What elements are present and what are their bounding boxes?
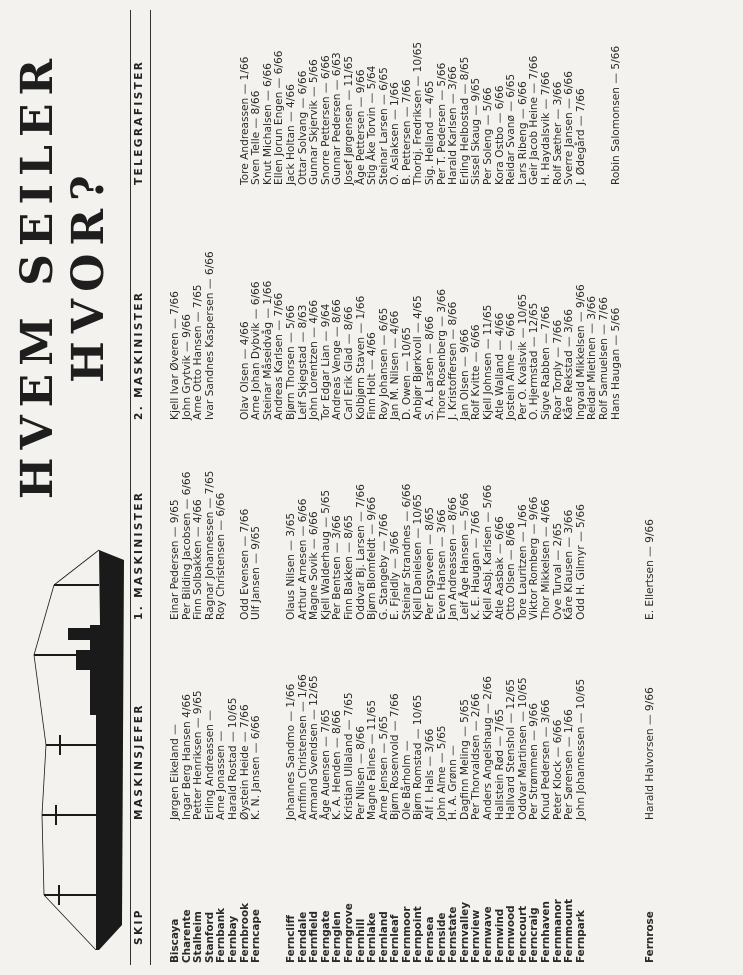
crew-entry: Thorbj. Fredriksen — 10/65	[412, 41, 425, 185]
ship-name: Fernwood	[505, 905, 518, 963]
crew-entry: Rolf Samuelsen — 7/66	[597, 297, 610, 420]
column-telegrafister	[170, 42, 622, 185]
crew-entry: Stig Åke Torvin — 5/64	[366, 65, 379, 185]
ship-name: Fernpoint	[412, 906, 425, 963]
ship-name: Fernbrook	[238, 903, 251, 963]
crew-entry: Jan Andreassen — 8/66	[447, 497, 460, 620]
crew-entry: Ivar Sandnes Kaspersen — 6/66	[203, 251, 216, 420]
crew-entry: Ole Bårholm —	[400, 740, 413, 820]
crew-entry	[193, 42, 205, 185]
header-rule-bottom	[150, 10, 151, 965]
ship-name: Ferngrove	[342, 903, 355, 963]
ship-name: Fernhill	[354, 918, 367, 963]
header-maskinister-2: 2. MASKINISTER	[133, 290, 145, 420]
crew-entry: Johannes Sandmo — 1/66	[284, 683, 297, 820]
crew-entry: Steinar Larsen — 6/65	[377, 67, 390, 185]
ship-name: Fernwind	[493, 908, 506, 963]
crew-entry: Oddvar Bj. Larsen — 7/66	[354, 484, 367, 620]
crew-entry: Per Thorvaldsen — 2/66	[470, 693, 483, 820]
crew-entry: John Lorentzen — 4/66	[308, 299, 321, 420]
crew-entry: Magne Sovik — 6/66	[308, 511, 321, 620]
crew-entry: Olav Olsen — 4/66	[238, 321, 251, 420]
crew-entry: K. E. Haugan — 7/66	[470, 510, 483, 620]
ship-name: Ferncourt	[516, 905, 529, 963]
crew-entry: Steinar Måseidvåg — 1/66	[261, 280, 274, 420]
crew-entry: Ulf Jansen — 9/65	[250, 526, 263, 620]
crew-entry: Harald Rostad — 10/65	[226, 697, 239, 820]
crew-entry	[228, 42, 240, 185]
ship-name: Fernmoor	[400, 906, 413, 963]
crew-entry: Per Bentsen — 3/66	[331, 515, 344, 620]
header-telegrafister: TELEGRAFISTER	[133, 59, 145, 185]
crew-entry: Tor Edgar Lian — 9/64	[319, 303, 332, 420]
crew-entry: Jostein Alme — 6/66	[505, 313, 518, 420]
ship-name: Stalheim	[192, 911, 205, 963]
crew-entry: Per Engsveen — 8/65	[424, 506, 437, 620]
crew-entry: Kåre Klausen — 3/66	[563, 509, 576, 620]
crew-entry: E. Fjeldly — 3/66	[389, 531, 402, 620]
ship-name: Ferncraig	[528, 907, 541, 963]
header-rule-top	[130, 10, 131, 965]
crew-entry: Bjørn Thorsen — 5/66	[284, 305, 297, 420]
crew-entry: Einar Pedersen — 9/65	[169, 499, 181, 620]
crew-entry: Bjørn Romstad — 10/65	[412, 694, 425, 820]
crew-entry: Roar Torply — 7/66	[551, 319, 564, 420]
crew-entry: Bjørn Blomfeldt — 9/66	[366, 496, 379, 620]
crew-entry: Arne Otto Hansen — 7/65	[192, 284, 205, 420]
crew-entry: Josef Jørgensen — 11/65	[342, 55, 355, 185]
ship-name: Fernstate	[447, 906, 460, 963]
crew-entry: Andreas Karlsen — 7/66	[273, 292, 286, 420]
ship-name: Charente	[180, 909, 193, 963]
ship-name: Fernbank	[215, 907, 228, 963]
crew-entry	[228, 251, 240, 420]
crew-entry	[216, 42, 228, 185]
ship-name: Fernmanor	[551, 899, 564, 963]
ship-name: Fernsea	[424, 916, 437, 963]
crew-entry: Bjørn Rosenvold — 7/66	[389, 693, 402, 820]
crew-entry: Kjell Danielsen — 10/65	[412, 493, 425, 620]
crew-entry: D. Owen — 10/65	[400, 327, 413, 420]
crew-entry: Kåre Rekstad — 3/66	[563, 309, 576, 420]
crew-entry: Anbjør Bjørkvoll — 4/65	[412, 295, 425, 420]
crew-entry: Sig. Helland — 4/65	[424, 80, 437, 185]
crew-entry: Kolbjørn Staven — 1/66	[354, 295, 367, 420]
ship-name: Stanford	[203, 911, 216, 963]
crew-entry: Sven Telle — 8/66	[250, 90, 263, 185]
crew-entry: Sissel Skaug — 9/65	[470, 77, 483, 185]
crew-entry: Harald Karlsen — 3/66	[447, 66, 460, 185]
crew-entry: John Alme — 5/65	[435, 725, 448, 820]
crew-entry: Atle Walland — 4/66	[493, 312, 506, 420]
crew-entry: Ragnar Johannessen — 7/65	[203, 470, 216, 620]
crew-entry: Roy Christensen — 6/66	[215, 492, 228, 620]
crew-entry: Erling Andreassen —	[203, 710, 216, 820]
crew-entry: Kora Ostbo — 6/66	[493, 85, 506, 185]
crew-entry: O. Aslaksen — 1/66	[389, 82, 402, 185]
crew-entry: G. Stangeby — 7/66	[377, 513, 390, 620]
crew-entry: H. A. Grønn —	[447, 745, 460, 820]
ship-name: Ferngate	[319, 910, 332, 963]
crew-entry: Ellen Jorun Engen — 6/66	[273, 50, 286, 185]
crew-entry: Knud Pedersen — 3/66	[540, 699, 552, 820]
crew-entry: H. Haydalsvik — 7/66	[540, 71, 552, 185]
ship-name: Ferncliff	[284, 915, 297, 963]
crew-entry: Lars Ribeng — 6/66	[516, 81, 529, 185]
crew-entry: Harald Halvorsen — 9/66	[644, 687, 657, 820]
crew-entry: Kjell Asbj. Karlsen — 5/66	[482, 484, 495, 620]
crew-entry: Erling Helbostad — 8/65	[458, 56, 471, 185]
crew-entry: Thor Mikkelsen — 4/66	[540, 499, 552, 620]
crew-entry: Sigve Rabben — 7/66	[540, 306, 552, 420]
crew-entry: Roy Johansen — 6/65	[377, 307, 390, 420]
crew-entry	[182, 42, 194, 185]
crew-entry: Robin Salomonsen — 5/66	[609, 45, 622, 185]
crew-entry: Rolf Kvitte — 6/66	[470, 324, 483, 420]
crew-entry: Hallvard Stenshol — 12/65	[505, 679, 518, 820]
crew-entry: Sverre Jansen — 6/66	[563, 71, 576, 185]
ship-name: Fernglen	[331, 911, 344, 963]
ship-name: Fernview	[470, 909, 483, 963]
ship-name: Fernpark	[574, 910, 587, 963]
ship-name: Fernvalley	[458, 902, 471, 963]
crew-entry: John Johannessen — 10/65	[574, 678, 587, 820]
crew-entry: Arne Jonassen —	[215, 730, 228, 820]
crew-entry: Snorre Pettersen — 6/66	[319, 55, 332, 185]
crew-entry: Thore Rosenberg — 3/66	[435, 288, 448, 420]
crew-entry: Reidar Svanø — 6/65	[505, 73, 518, 185]
crew-entry: Ingar Berg Hansen 4/66	[180, 694, 193, 820]
crew-entry	[216, 251, 228, 420]
ship-name: Ferndale	[296, 911, 309, 963]
crew-entry: Olaus Nilsen — 3/65	[284, 512, 297, 620]
crew-entry	[228, 471, 240, 620]
crew-entry: Petter Henriksen — 9/65	[192, 690, 205, 820]
crew-entry: Kjell Johnsen — 11/65	[482, 304, 495, 420]
crew-entry: Åge Auensen — 7/65	[319, 709, 332, 820]
ship-name: Fernbay	[226, 915, 239, 963]
header-maskinister-1: 1. MASKINISTER	[133, 490, 145, 620]
crew-entry: Arne Johan Dybvik — 6/66	[250, 281, 263, 420]
crew-entry: Finn Holt — 4/66	[366, 332, 379, 420]
crew-entry: Peter Klock — 6/66	[551, 719, 564, 820]
crew-entry: Armand Svendsen — 12/65	[308, 675, 321, 820]
crew-entry: John Grytvik — 9/66	[180, 314, 193, 420]
crew-entry: Ottar Solvang — 6/66	[296, 70, 309, 185]
crew-entry: Per Nilsen — 8/66	[354, 726, 367, 820]
crew-entry: O. Hjermstad — 12/65	[528, 302, 541, 420]
crew-entry: Alf I. Hals — 3/66	[424, 728, 437, 820]
crew-entry: Tore Andreassen — 1/66	[238, 56, 251, 185]
crew-entry: Per O. Kvalsvik — 10/65	[516, 293, 529, 420]
crew-entry: Rolf Sæther — 3/66	[551, 81, 564, 185]
crew-entry: Leif Åge Hansen — 5/66	[458, 492, 471, 620]
crew-entry: Dagfinn Meling — 5/65	[458, 699, 471, 820]
crew-entry: Leif Skjegstad — 8/63	[296, 304, 309, 420]
ship-name: Fernhaven	[540, 901, 552, 963]
crew-entry: Kjell Walderhaug — 5/65	[319, 489, 332, 620]
ship-name: Fernrose	[644, 911, 657, 963]
crew-entry: B. Pettersen — 7/66	[400, 79, 413, 185]
crew-entry: Hans Haugan — 5/66	[609, 307, 622, 420]
ship-name: Ferncape	[250, 909, 263, 963]
crew-entry: Arne Jensen — 5/65	[377, 715, 390, 820]
crew-entry: Even Hansen — 3/66	[435, 509, 448, 620]
column-maskinister-2	[170, 251, 622, 420]
header-maskinsjefer: MASKINSJEFER	[133, 703, 145, 820]
crew-entry: Per Soleng — 5/66	[482, 87, 495, 185]
crew-entry: Atle Aasbak — 6/66	[493, 516, 506, 620]
ship-name: Fernfield	[308, 911, 321, 963]
crew-entry: Gunnar Pedersen — 6/63	[331, 52, 344, 185]
crew-entry: Geir Jacob Heine — 7/66	[528, 55, 541, 185]
crew-entry: Arnfinn Christensen — 1/66	[296, 674, 309, 820]
crew-entry: Steinar Strandnes — 6/66	[400, 483, 413, 620]
crew-entry: S. A. Larsen — 8/66	[424, 316, 437, 420]
ship-name: Biscaya	[169, 918, 181, 963]
crew-entry: Finn Bakken — 8/65	[342, 514, 355, 620]
crew-entry: Jan Olsen — 9/66	[458, 329, 471, 420]
crew-entry: Arthur Arnesen — 6/66	[296, 498, 309, 620]
crew-entry: Gunnar Skjervik — 5/66	[308, 59, 321, 185]
column-skip	[170, 899, 657, 963]
crew-entry: Ove Turval — 2/65	[551, 522, 564, 620]
crew-entry: Oddvar Martinsen — 10/65	[516, 677, 529, 820]
crew-entry: Jørgen Eikeland —	[169, 724, 181, 820]
crew-entry	[205, 42, 217, 185]
crew-entry: Jack Holtan — 4/66	[284, 84, 297, 185]
ship-illustration	[4, 545, 134, 955]
crew-entry: Per T. Pedersen — 5/66	[435, 62, 448, 185]
crew-entry: J. Kristoffersen — 8/66	[447, 301, 460, 420]
header-skip: SKIP	[133, 908, 145, 945]
crew-entry: Andreas Venge — 8/66	[331, 299, 344, 420]
crew-entry	[170, 42, 182, 185]
ship-name: Fernside	[435, 912, 448, 963]
crew-entry: Tore Lauritzen — 1/66	[516, 504, 529, 620]
crew-entry: Odd Evensen — 7/66	[238, 508, 251, 620]
column-maskinister-1	[170, 471, 657, 620]
crew-entry: Odd H. Gilmyr — 5/66	[574, 504, 587, 620]
ship-name: Fernlake	[366, 912, 379, 963]
crew-entry: J. Ødegård — 7/66	[574, 88, 587, 185]
crew-entry: Øystein Heide — 7/66	[238, 704, 251, 820]
crew-entry: Finn Solbakken — 4/66	[192, 499, 205, 620]
crew-entry: Per Bilding Jacobsen — 6/66	[180, 471, 193, 620]
crew-entry: Åge Pettersen — 9/66	[354, 69, 367, 185]
crew-entry: Kjell Ivar Øveren — 7/66	[169, 291, 181, 420]
crew-entry: Carl Erik Glad — 8/66	[342, 306, 355, 420]
ship-name: Fernleaf	[389, 914, 402, 963]
crew-entry: K. A. Henden — 8/66	[331, 710, 344, 820]
crew-entry: Hallstein Rød — 7/65	[493, 708, 506, 820]
ship-name: Fernwave	[482, 906, 495, 963]
crew-entry: Jan M. Nilsen — 4/66	[389, 310, 402, 420]
column-maskinsjefer	[170, 674, 657, 820]
crew-entry: E. Ellertsen — 9/66	[644, 519, 657, 620]
crew-entry: Kristian Ullaland — 7/65	[342, 692, 355, 820]
crew-entry: Ingvald Mikkelsen — 9/66	[574, 284, 587, 420]
crew-entry: K. N. Jansen — 6/66	[250, 715, 263, 820]
crew-entry: Magne Falnes — 11/65	[366, 699, 379, 820]
crew-entry: Knut Michalsen — 6/66	[261, 63, 274, 185]
ship-name: Fernland	[377, 911, 390, 963]
crew-entry: Reidar Mietinen — 3/66	[586, 295, 599, 420]
crew-entry: Per Strømmen — 9/66	[528, 703, 541, 820]
crew-entry: Anders Angelshaug — 2/66	[482, 676, 495, 820]
crew-entry: Otto Olsen — 8/66	[505, 522, 518, 620]
crew-entry: Per Sørensen — 1/66	[563, 709, 576, 820]
page-title: HVEM SEILER HVOR?	[12, 50, 114, 500]
ship-name: Fernmount	[563, 899, 576, 963]
crew-entry: Viktor Romberg — 9/66	[528, 496, 541, 620]
